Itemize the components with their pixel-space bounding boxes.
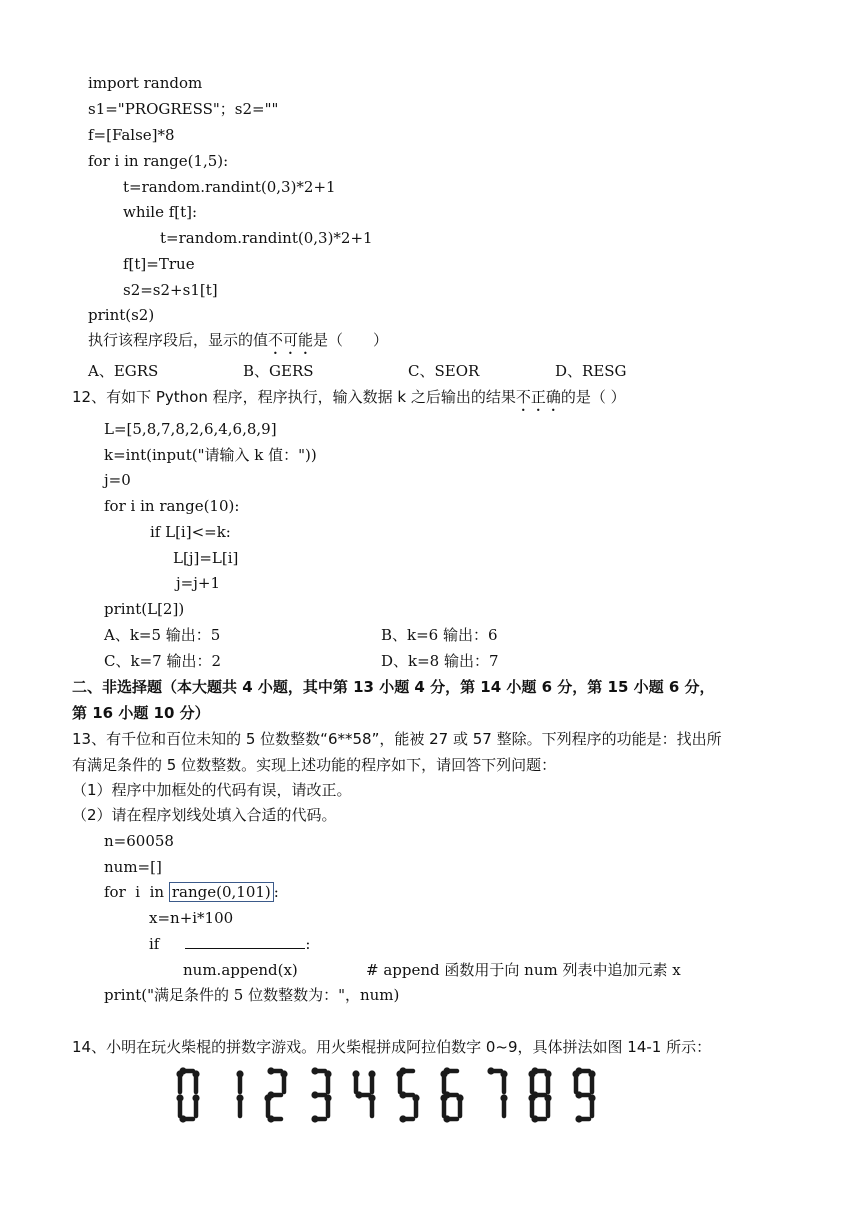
matchstick-digit-9 bbox=[572, 1067, 595, 1122]
matchstick-head bbox=[355, 1091, 362, 1098]
matchstick-head bbox=[264, 1094, 271, 1101]
q14-line1: 14、小明在玩火柴棍的拼数字游戏。用火柴棍拼成阿拉伯数字 0~9，具体拼法如图 14-1 所示： bbox=[72, 1038, 712, 1056]
q11-code-line: print(s2) bbox=[88, 306, 155, 324]
matchstick-head bbox=[575, 1115, 582, 1122]
matchstick-head bbox=[267, 1067, 274, 1074]
q13-code-for bbox=[104, 882, 279, 902]
matchstick-head bbox=[192, 1070, 199, 1077]
matchstick-head bbox=[531, 1091, 538, 1098]
q12-stem-emphasis: 不正确 bbox=[515, 388, 561, 406]
matchstick-head bbox=[368, 1094, 375, 1101]
q11-code-line: f=[False]*8 bbox=[88, 126, 175, 144]
q13-code-print: print("满足条件的 5 位数整数为："，num) bbox=[104, 986, 400, 1004]
q13-boxed-code: range(0,101) bbox=[169, 882, 274, 902]
q13-line1: 13、有千位和百位未知的 5 位数整数“6**58”，能被 27 或 57 整除。下列程序的功能是：找出所 bbox=[72, 730, 722, 748]
matchstick-head bbox=[324, 1094, 331, 1101]
q13-code-if-keyword: if bbox=[149, 935, 160, 953]
matchstick-head bbox=[176, 1094, 183, 1101]
matchstick-head bbox=[368, 1070, 375, 1077]
matchstick-digit-2 bbox=[264, 1067, 287, 1122]
q13-code-for-head: for i in bbox=[104, 883, 169, 901]
matchstick-head bbox=[544, 1070, 551, 1077]
matchstick-head bbox=[236, 1094, 243, 1101]
matchstick-digits-figure bbox=[170, 1065, 620, 1145]
matchstick-digit-1 bbox=[236, 1070, 243, 1116]
section-heading-line1: 二、非选择题（本大题共 4 小题，其中第 13 小题 4 分，第 14 小题 6 分，第 15 小题 6 分， bbox=[72, 678, 715, 696]
matchstick-digit-5 bbox=[396, 1067, 419, 1122]
q11-code-line: while f[t]: bbox=[123, 203, 198, 221]
q11-stem bbox=[88, 330, 388, 358]
q11-option-c: C、SEOR bbox=[408, 362, 480, 380]
q11-stem-emphasis: 不可能 bbox=[268, 331, 314, 349]
q12-code-line: L[j]=L[i] bbox=[173, 549, 239, 567]
q13-code-x: x=n+i*100 bbox=[149, 909, 234, 927]
matchstick-head bbox=[352, 1070, 359, 1077]
q13-sub1: （1）程序中加框处的代码有误，请改正。 bbox=[72, 781, 352, 799]
q12-code-line: k=int(input("请输入 k 值：")) bbox=[104, 446, 317, 464]
matchstick-head bbox=[324, 1070, 331, 1077]
q12-stem-before: 12、有如下 Python 程序，程序执行，输入数据 k 之后输出的结果 bbox=[72, 388, 516, 406]
q12-stem bbox=[72, 387, 626, 415]
matchstick-head bbox=[396, 1070, 403, 1077]
matchstick-head bbox=[280, 1070, 287, 1077]
q11-code-line: f[t]=True bbox=[123, 255, 195, 273]
q11-option-b: B、GERS bbox=[243, 362, 314, 380]
q13-sub2: （2）请在程序划线处填入合适的代码。 bbox=[72, 806, 337, 824]
matchstick-digit-6 bbox=[440, 1067, 463, 1122]
matchstick-head bbox=[456, 1094, 463, 1101]
q12-stem-after: 的是（ ） bbox=[560, 388, 626, 406]
matchstick-digit-0 bbox=[176, 1067, 199, 1122]
matchstick-head bbox=[575, 1091, 582, 1098]
matchstick-head bbox=[399, 1091, 406, 1098]
matchstick-head bbox=[528, 1070, 535, 1077]
matchstick-head bbox=[440, 1094, 447, 1101]
q12-option-d: D、k=8 输出：7 bbox=[381, 652, 499, 670]
q11-code-line: t=random.randint(0,3)*2+1 bbox=[123, 178, 336, 196]
matchstick-digit-3 bbox=[311, 1067, 331, 1122]
matchstick-head bbox=[500, 1070, 507, 1077]
matchstick-head bbox=[192, 1094, 199, 1101]
q13-code-comment: # append 函数用于向 num 列表中追加元素 x bbox=[366, 961, 681, 979]
q13-code-for-colon: : bbox=[273, 883, 279, 901]
matchstick-head bbox=[236, 1070, 243, 1077]
q13-code-num: num=[] bbox=[104, 858, 162, 876]
matchstick-head bbox=[311, 1067, 318, 1074]
q12-option-c: C、k=7 输出：2 bbox=[104, 652, 221, 670]
q13-code-append: num.append(x) bbox=[183, 961, 298, 979]
matchstick-head bbox=[572, 1070, 579, 1077]
matchstick-digit-7 bbox=[487, 1067, 507, 1116]
matchstick-head bbox=[412, 1094, 419, 1101]
matchstick-head bbox=[500, 1094, 507, 1101]
q11-code-line: import random bbox=[88, 74, 203, 92]
matchstick-head bbox=[176, 1070, 183, 1077]
q12-code-line: if L[i]<=k: bbox=[150, 523, 231, 541]
q13-code-if bbox=[149, 934, 310, 954]
q11-stem-after: 是（ ） bbox=[313, 331, 389, 349]
q12-code-line: for i in range(10): bbox=[104, 497, 240, 515]
matchstick-digit-4 bbox=[352, 1070, 375, 1116]
matchstick-head bbox=[487, 1067, 494, 1074]
q11-stem-before: 执行该程序段后，显示的值 bbox=[88, 331, 269, 349]
matchstick-head bbox=[399, 1115, 406, 1122]
q12-code-line: L=[5,8,7,8,2,6,4,6,8,9] bbox=[104, 420, 277, 438]
q13-code-n: n=60058 bbox=[104, 832, 174, 850]
q13-code-if-colon: : bbox=[305, 935, 311, 953]
q12-option-b: B、k=6 输出：6 bbox=[381, 626, 498, 644]
q13-line2: 有满足条件的 5 位数整数。实现上述功能的程序如下，请回答下列问题： bbox=[72, 756, 557, 774]
q11-option-d: D、RESG bbox=[555, 362, 627, 380]
q11-code-line: t=random.randint(0,3)*2+1 bbox=[160, 229, 373, 247]
q13-answer-blank bbox=[185, 934, 305, 949]
q12-code-line: print(L[2]) bbox=[104, 600, 185, 618]
q12-code-line: j=0 bbox=[104, 471, 131, 489]
q11-option-a: A、EGRS bbox=[88, 362, 159, 380]
q11-code-line: s2=s2+s1[t] bbox=[123, 281, 218, 299]
matchstick-head bbox=[440, 1070, 447, 1077]
matchstick-head bbox=[267, 1115, 274, 1122]
q12-code-line: j=j+1 bbox=[176, 574, 220, 592]
q11-code-line: s1="PROGRESS"；s2="" bbox=[88, 100, 279, 118]
matchstick-head bbox=[443, 1115, 450, 1122]
section-heading-line2: 第 16 小题 10 分） bbox=[72, 704, 210, 722]
matchstick-head bbox=[311, 1115, 318, 1122]
matchstick-head bbox=[311, 1091, 318, 1098]
matchstick-digit-8 bbox=[528, 1067, 551, 1122]
matchstick-head bbox=[588, 1070, 595, 1077]
q11-code-line: for i in range(1,5): bbox=[88, 152, 229, 170]
q12-option-a: A、k=5 输出：5 bbox=[104, 626, 221, 644]
